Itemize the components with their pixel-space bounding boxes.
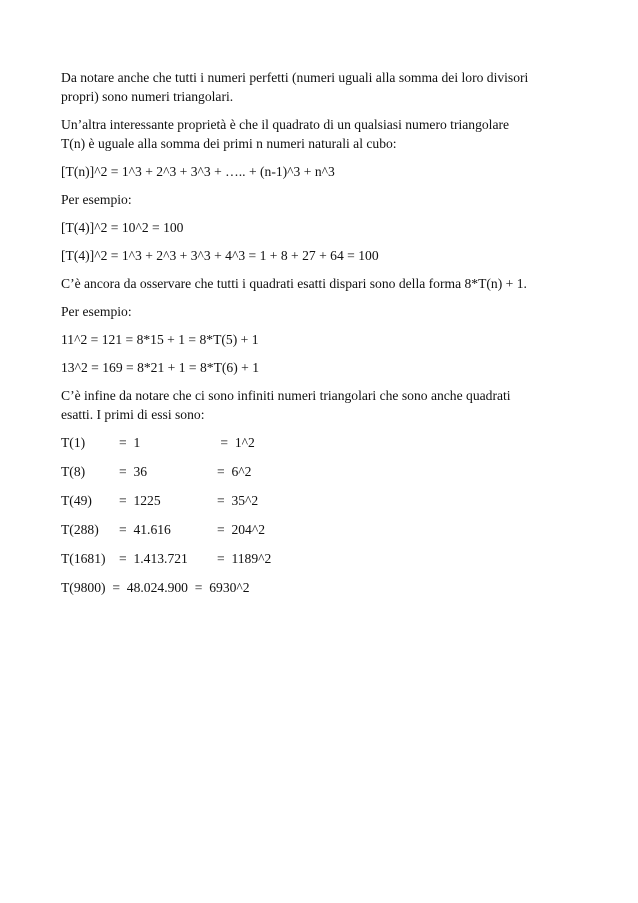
table-cell-full-row: T(9800) = 48.024.900 = 6930^2	[61, 580, 250, 595]
table-row	[61, 520, 591, 539]
table-row	[61, 549, 591, 568]
table-cell-value: = 1	[119, 435, 141, 450]
square-triangular-table	[61, 433, 591, 597]
text-line: T(n) è uguale alla somma dei primi n numeri naturali al cubo:	[61, 136, 397, 151]
formula-sum-of-cubes	[61, 162, 591, 181]
text-line: Da notare anche che tutti i numeri perfetti (numeri uguali alla somma dei loro divisori	[61, 70, 529, 85]
text-line: Un’altra interessante proprietà è che il quadrato di un qualsiasi numero triangolare	[61, 117, 510, 132]
formula-text: 13^2 = 169 = 8*21 + 1 = 8*T(6) + 1	[61, 360, 260, 375]
text-line: C’è infine da notare che ci sono infiniti numeri triangolari che sono anche quadrati	[61, 388, 511, 403]
formula-text: [T(4)]^2 = 1^3 + 2^3 + 3^3 + 4^3 = 1 + 8 + 27 + 64 = 100	[61, 248, 379, 263]
table-cell-term: T(288)	[61, 522, 99, 537]
table-row	[61, 491, 591, 510]
table-cell-square: = 1^2	[217, 435, 255, 450]
table-cell-square: = 35^2	[217, 493, 259, 508]
table-cell-term: T(49)	[61, 493, 92, 508]
text-line: Per esempio:	[61, 304, 132, 319]
paragraph-example-label-2	[61, 302, 591, 321]
text-line: propri) sono numeri triangolari.	[61, 89, 234, 104]
document-body	[61, 68, 591, 607]
text-line: C’è ancora da osservare che tutti i quadrati esatti dispari sono della forma 8*T(n) + 1.	[61, 276, 527, 291]
table-cell-value: = 36	[119, 464, 148, 479]
paragraph-perfect-numbers	[61, 68, 591, 106]
table-cell-square: = 1189^2	[217, 551, 272, 566]
paragraph-square-triangular	[61, 386, 591, 424]
table-cell-term: T(1)	[61, 435, 86, 450]
paragraph-square-property	[61, 115, 591, 153]
table-cell-square: = 204^2	[217, 522, 266, 537]
formula-example-2	[61, 246, 591, 265]
text-line: esatti. I primi di essi sono:	[61, 407, 205, 422]
formula-text: [T(n)]^2 = 1^3 + 2^3 + 3^3 + ….. + (n-1)^3 + n^3	[61, 164, 335, 179]
paragraph-example-label	[61, 190, 591, 209]
table-cell-square: = 6^2	[217, 464, 252, 479]
paragraph-odd-squares	[61, 274, 591, 293]
table-row	[61, 578, 591, 597]
table-cell-term: T(8)	[61, 464, 86, 479]
table-cell-value: = 41.616	[119, 522, 171, 537]
formula-text: [T(4)]^2 = 10^2 = 100	[61, 220, 184, 235]
text-line: Per esempio:	[61, 192, 132, 207]
table-cell-term: T(1681)	[61, 551, 106, 566]
table-cell-value: = 1225	[119, 493, 161, 508]
table-row	[61, 433, 591, 452]
table-row	[61, 462, 591, 481]
formula-odd-square-11	[61, 330, 591, 349]
table-cell-value: = 1.413.721	[119, 551, 188, 566]
formula-text: 11^2 = 121 = 8*15 + 1 = 8*T(5) + 1	[61, 332, 259, 347]
formula-example-1	[61, 218, 591, 237]
formula-odd-square-13	[61, 358, 591, 377]
